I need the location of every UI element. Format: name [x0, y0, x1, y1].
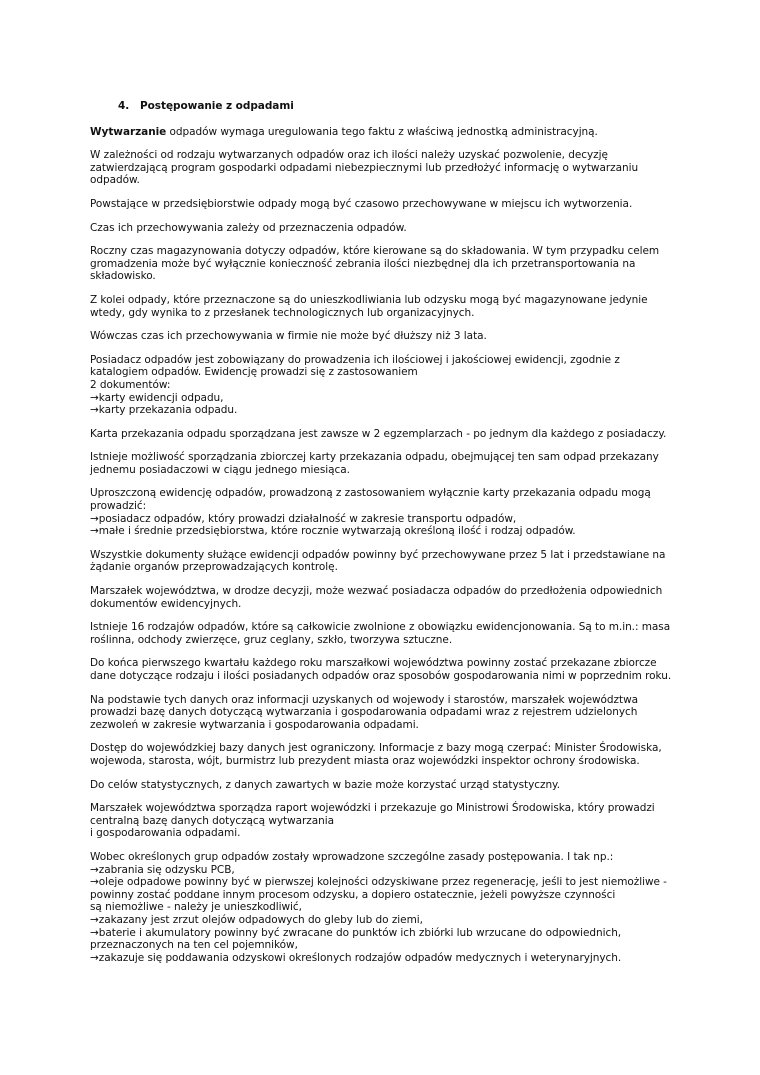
text-line: Uproszczoną ewidencję odpadów, prowadzoną z zastosowaniem wyłącznie karty przekazania odpadu mogą: [90, 487, 651, 500]
paragraph: [90, 222, 672, 235]
text-line: Istnieje możliwość sporządzania zbiorczej karty przekazania odpadu, obejmującej ten sam odpad przekazany: [90, 451, 659, 464]
text-line: są niemożliwe - należy je unieszkodliwić,: [90, 901, 302, 914]
bold-term: Wytwarzanie: [90, 125, 167, 138]
text-line: katalogiem odpadów. Ewidencję prowadzi się z zastosowaniem: [90, 366, 418, 379]
text-line: i gospodarowania odpadami.: [90, 827, 241, 840]
text-line: →baterie i akumulatory powinny być zwracane do punktów ich zbiórki lub wrzucane do odpowiednich,: [90, 926, 622, 939]
text-line: Marszałek województwa, w drodze decyzji, może wezwać posiadacza odpadów do przedłożenia odpowiednich: [90, 585, 663, 598]
text-line: żądanie organów przeprowadzających kontrolę.: [90, 561, 338, 574]
text-line: powinny zostać poddane innym procesom odzysku, a dopiero ostatecznie, jeżeli powyższe czynności: [90, 888, 616, 901]
text-line: zatwierdzającą program gospodarki odpadami niebezpiecznymi lub przedłożyć informację o wytwarzaniu: [90, 161, 639, 174]
text-line: roślinna, odchody zwierzęce, gruz ceglany, szkło, tworzywa sztuczne.: [90, 633, 453, 646]
text-line: →zabrania się odzysku PCB,: [90, 863, 235, 876]
paragraph: [90, 851, 672, 964]
text-line: zezwoleń w zakresie wytwarzania i gospodarowania odpadami.: [90, 718, 419, 731]
text-line: [90, 126, 672, 139]
paragraph: [90, 585, 672, 610]
section-title: Postępowanie z odpadami: [140, 100, 294, 112]
paragraph: [90, 694, 672, 732]
text-line: →zakazany jest zrzut olejów odpadowych do gleby lub do ziemi,: [90, 913, 423, 926]
text-line: →oleje odpadowe powinny być w pierwszej kolejności odzyskiwane przez regenerację, jeśli to jest niemożliwe -: [90, 876, 667, 889]
document-body: [90, 126, 672, 965]
paragraph: [90, 621, 672, 646]
paragraph: [90, 657, 672, 682]
paragraph: [90, 451, 672, 476]
paragraph: [90, 198, 672, 211]
text-line: przeznaczonych na ten cel pojemników,: [90, 939, 298, 952]
paragraph: [90, 245, 672, 283]
paragraph: [90, 802, 672, 840]
text-line: Posiadacz odpadów jest zobowiązany do prowadzenia ich ilościowej i jakościowej ewidencji, zgodnie z: [90, 353, 620, 366]
text-line: →małe i średnie przedsiębiorstwa, które rocznie wytwarzają określoną ilość i rodzaj odpadów.: [90, 525, 576, 538]
paragraph: [90, 779, 672, 792]
paragraph: [90, 549, 672, 574]
text-line: Wobec określonych grup odpadów zostały wprowadzone szczególne zasady postępowania. I tak np.:: [90, 850, 614, 863]
text-line: Z kolei odpady, które przeznaczone są do unieszkodliwiania lub odzysku mogą być magazynowane jedynie: [90, 293, 648, 306]
section-heading: [118, 100, 672, 113]
text-line: 2 dokumentów:: [90, 378, 171, 391]
text-line: Dostęp do wojewódzkiej bazy danych jest ograniczony. Informacje z bazy mogą czerpać: Minister Środowiska,: [90, 742, 662, 755]
text-line: Wówczas czas ich przechowywania w firmie nie może być dłuższy niż 3 lata.: [90, 330, 487, 343]
text-line: odpadów.: [90, 174, 140, 187]
text-line: →karty ewidencji odpadu,: [90, 391, 224, 404]
text-line: Czas ich przechowywania zależy od przeznaczenia odpadów.: [90, 221, 407, 234]
text-line: Powstające w przedsiębiorstwie odpady mogą być czasowo przechowywane w miejscu ich wytworzenia.: [90, 197, 633, 210]
text-line: wtedy, gdy wynika to z przesłanek technologicznych lub organizacyjnych.: [90, 306, 475, 319]
paragraph: [90, 294, 672, 319]
text-line: Marszałek województwa sporządza raport wojewódzki i przekazuje go Ministrowi Środowiska, który prowadzi: [90, 802, 655, 815]
text-line: jednemu posiadaczowi w ciągu jednego miesiąca.: [90, 463, 350, 476]
text-line: wojewoda, starosta, wójt, burmistrz lub prezydent miasta oraz wojewódzki inspektor ochrony środowiska.: [90, 754, 640, 767]
text-line: →zakazuje się poddawania odzyskowi określonych rodzajów odpadów medycznych i weterynaryjnych.: [90, 951, 622, 964]
document-page: [90, 100, 672, 975]
text-line: Na podstawie tych danych oraz informacji uzyskanych od wojewody i starostów, marszałek województwa: [90, 693, 638, 706]
paragraph: [90, 149, 672, 187]
text-line: prowadzić:: [90, 500, 147, 513]
text-line: →posiadacz odpadów, który prowadzi działalność w zakresie transportu odpadów,: [90, 512, 517, 525]
text-line: Roczny czas magazynowania dotyczy odpadów, które kierowane są do składowania. W tym przypadku celem: [90, 245, 660, 258]
text-line: Wszystkie dokumenty służące ewidencji odpadów powinny być przechowywane przez 5 lat i przedstawiane na: [90, 548, 666, 561]
text-line: dane dotyczące rodzaju i ilości posiadanych odpadów oraz sposobów gospodarowania nimi w poprzednim roku.: [90, 670, 672, 682]
text-line: składowisko.: [90, 270, 156, 283]
text-line: Karta przekazania odpadu sporządzana jest zawsze w 2 egzemplarzach - po jednym dla każdego z posiadaczy.: [90, 427, 667, 440]
text-line: gromadzenia może być wyłącznie konieczność zebrania ilości niezbędnej dla ich przetransportowania na: [90, 257, 636, 270]
text-line: Istnieje 16 rodzajów odpadów, które są całkowicie zwolnione z obowiązku ewidencjonowania. Są to m.in.: masa: [90, 621, 671, 634]
paragraph: [90, 742, 672, 767]
text-line: dokumentów ewidencyjnych.: [90, 597, 242, 610]
text-line: W zależności od rodzaju wytwarzanych odpadów oraz ich ilości należy uzyskać pozwolenie, decyzję: [90, 149, 608, 162]
paragraph: [90, 487, 672, 537]
text-line: Do celów statystycznych, z danych zawartych w bazie może korzystać urząd statystyczny.: [90, 778, 561, 791]
text-line: prowadzi bazę danych dotyczącą wytwarzania i gospodarowania odpadami wraz z rejestrem udzielonych: [90, 706, 638, 719]
section-number: 4.: [118, 100, 130, 112]
text-line: →karty przekazania odpadu.: [90, 404, 238, 417]
paragraph: [90, 126, 672, 139]
paragraph: [90, 354, 672, 417]
paragraph: [90, 428, 672, 441]
text-line: Do końca pierwszego kwartału każdego roku marszałkowi województwa powinny zostać przekazane zbiorcze: [90, 657, 657, 670]
text-line: centralną bazę danych dotyczącą wytwarzania: [90, 814, 334, 827]
text-run: odpadów wymaga uregulowania tego faktu z właściwą jednostką administracyjną.: [166, 125, 598, 138]
paragraph: [90, 330, 672, 343]
